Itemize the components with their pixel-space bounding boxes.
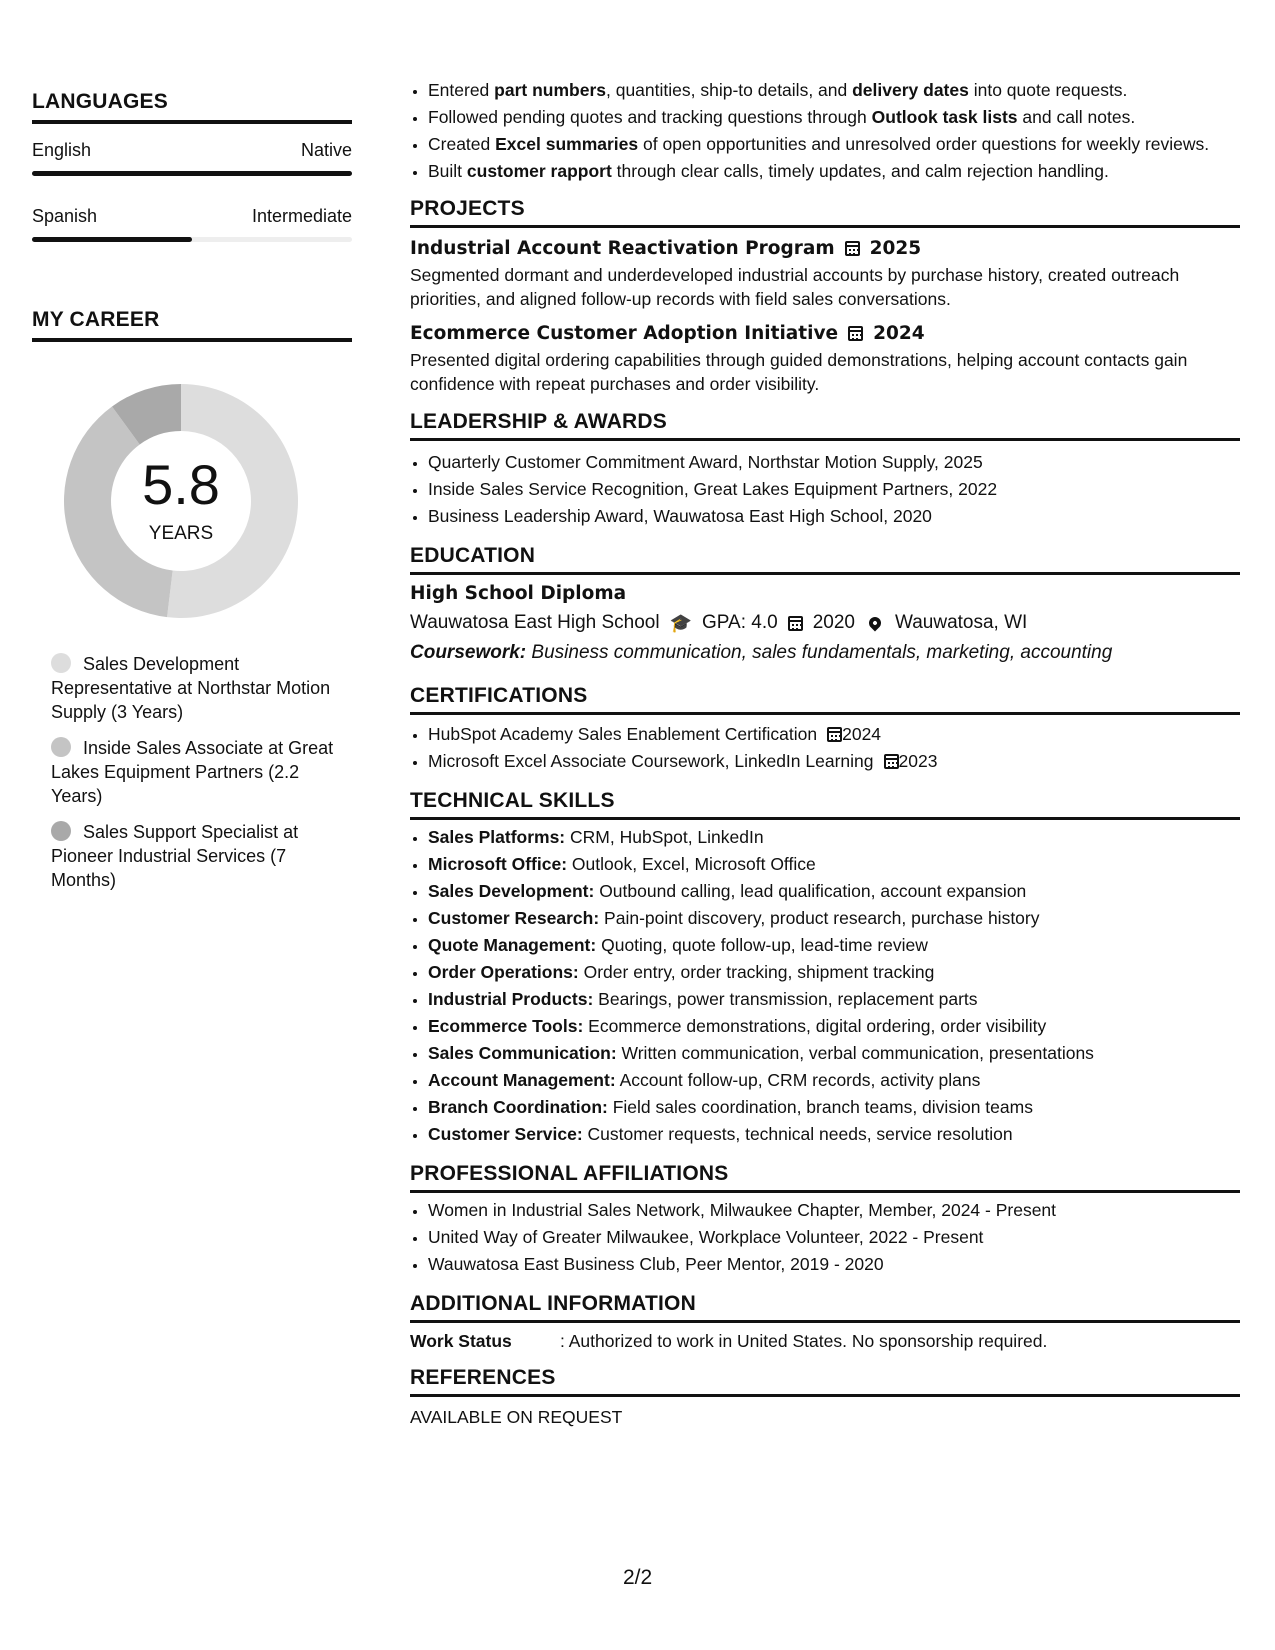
additional-heading: ADDITIONAL INFORMATION: [410, 1292, 1240, 1323]
awards-list: [410, 449, 1240, 530]
projects-list: [410, 238, 1240, 396]
right-column: [410, 78, 1240, 1428]
certifications-heading: CERTIFICATIONS: [410, 684, 1240, 715]
project-description: Presented digital ordering capabilities through guided demonstrations, helping account contacts gain confidence with repeat purchases and order visibility.: [410, 350, 1188, 394]
career-unit: YEARS: [148, 523, 214, 544]
skill-value: Quoting, quote follow-up, lead-time review: [601, 935, 928, 955]
project-item: [410, 323, 1240, 396]
bullet-text: Created: [428, 134, 496, 154]
legend-label: Inside Sales Associate at Great Lakes Equipment Partners (2.2 Years): [51, 738, 334, 806]
skill-label: Quote Management:: [428, 935, 597, 955]
career-legend-item: [51, 736, 341, 808]
bullet-text: through clear calls, timely updates, and calm rejection handling.: [611, 161, 1109, 181]
award-item: • Inside Sales Service Recognition, Great Lakes Equipment Partners, 2022: [428, 476, 1240, 503]
skill-item: [428, 1067, 1240, 1094]
certification-year: 2023: [898, 751, 938, 771]
work-status-row: [410, 1331, 1240, 1352]
affiliations-list: [410, 1197, 1240, 1278]
skill-label: Branch Coordination:: [428, 1097, 608, 1117]
calendar-icon: [845, 241, 860, 256]
skill-label: Sales Development:: [428, 881, 595, 901]
skill-value: Field sales coordination, branch teams, division teams: [612, 1097, 1033, 1117]
language-item: [32, 140, 352, 176]
project-title-row: [410, 238, 1240, 259]
skill-item: [428, 878, 1240, 905]
legend-dot-icon: [51, 737, 71, 757]
skill-value: Customer requests, technical needs, service resolution: [587, 1124, 1013, 1144]
skill-value: Outbound calling, lead qualification, account expansion: [599, 881, 1027, 901]
references-text: AVAILABLE ON REQUEST: [410, 1407, 623, 1427]
skill-label: Microsoft Office:: [428, 854, 568, 874]
project-name: Industrial Account Reactivation Program: [410, 238, 835, 259]
donut-center: [56, 376, 306, 626]
skill-label: Industrial Products:: [428, 989, 594, 1009]
affiliation-item: • Women in Industrial Sales Network, Milwaukee Chapter, Member, 2024 - Present: [428, 1197, 1240, 1224]
language-level: Native: [300, 140, 352, 160]
skill-value: Order entry, order tracking, shipment tracking: [583, 962, 935, 982]
skill-item: [428, 1121, 1240, 1148]
language-bar: [32, 171, 352, 176]
skill-item: [428, 1094, 1240, 1121]
languages-list: [32, 140, 352, 242]
experience-bullet: [428, 78, 1240, 102]
projects-heading: PROJECTS: [410, 197, 1240, 228]
calendar-icon: [827, 727, 842, 742]
education-location: Wauwatosa, WI: [894, 612, 1028, 633]
career-legend: [32, 652, 341, 892]
legend-label: Sales Support Specialist at Pioneer Industrial Services (7 Months): [51, 822, 299, 890]
skill-item: [428, 1040, 1240, 1067]
language-item: [32, 206, 352, 242]
certification-date: [827, 724, 881, 744]
certification-name: Microsoft Excel Associate Coursework, LinkedIn Learning: [428, 751, 874, 771]
awards-heading: LEADERSHIP & AWARDS: [410, 410, 1240, 441]
skill-item: [428, 959, 1240, 986]
skill-label: Ecommerce Tools:: [428, 1016, 584, 1036]
affiliation-item: • Wauwatosa East Business Club, Peer Mentor, 2019 - 2020: [428, 1251, 1240, 1278]
work-status-label: Work Status: [410, 1331, 512, 1351]
skill-value: CRM, HubSpot, LinkedIn: [570, 827, 764, 847]
location-pin-icon: [866, 615, 883, 632]
career-legend-item: [51, 652, 341, 724]
project-item: [410, 238, 1240, 311]
certification-name: HubSpot Academy Sales Enablement Certification: [428, 724, 818, 744]
legend-dot-icon: [51, 821, 71, 841]
skill-label: Sales Communication:: [428, 1043, 617, 1063]
experience-bullets: [410, 78, 1240, 183]
skill-value: Written communication, verbal communication, presentations: [621, 1043, 1094, 1063]
language-name: English: [32, 140, 92, 160]
project-year: 2024: [873, 323, 925, 344]
project-description: Segmented dormant and underdeveloped industrial accounts by purchase history, created outreach priorities, and aligned follow-up records with field sales conversations.: [410, 265, 1180, 309]
skill-label: Sales Platforms:: [428, 827, 566, 847]
page-number: 2/2: [623, 1566, 653, 1589]
education-heading: EDUCATION: [410, 544, 1240, 575]
education-coursework: [410, 642, 1240, 664]
skill-label: Order Operations:: [428, 962, 579, 982]
career-section: [32, 308, 352, 892]
project-name: Ecommerce Customer Adoption Initiative: [410, 323, 839, 344]
language-bar: [32, 237, 352, 242]
bullet-keyword: delivery dates: [852, 80, 969, 100]
career-legend-item: [51, 820, 341, 892]
experience-bullet: [428, 105, 1240, 129]
career-heading: MY CAREER: [32, 308, 352, 342]
skill-value: Outlook, Excel, Microsoft Office: [571, 854, 816, 874]
language-bar-fill: [32, 171, 352, 176]
project-year: 2025: [869, 238, 922, 259]
education-gpa: GPA: 4.0: [702, 612, 778, 633]
skill-value: Account follow-up, CRM records, activity plans: [619, 1070, 981, 1090]
left-column: [32, 90, 352, 904]
education-details: [410, 612, 1240, 634]
skill-item: [428, 986, 1240, 1013]
education-school: Wauwatosa East High School: [410, 612, 660, 633]
award-item: • Business Leadership Award, Wauwatosa East High School, 2020: [428, 503, 1240, 530]
bullet-keyword: customer rapport: [466, 161, 612, 181]
languages-heading: LANGUAGES: [32, 90, 352, 124]
affiliation-item: • United Way of Greater Milwaukee, Workplace Volunteer, 2022 - Present: [428, 1224, 1240, 1251]
skill-value: Pain-point discovery, product research, purchase history: [604, 908, 1040, 928]
education-year: 2020: [812, 612, 855, 633]
career-total-years: 5.8: [142, 453, 220, 516]
education-degree: High School Diploma: [410, 583, 627, 604]
bullet-text: of open opportunities and unresolved order questions for weekly reviews.: [638, 134, 1210, 154]
experience-bullet: [428, 132, 1240, 156]
language-name: Spanish: [32, 206, 98, 226]
bullet-keyword: Outlook task lists: [871, 107, 1018, 127]
skill-value: Ecommerce demonstrations, digital ordering, order visibility: [588, 1016, 1047, 1036]
certification-item: [428, 748, 1240, 775]
graduation-cap-icon: 🎓: [669, 612, 693, 633]
references-heading: REFERENCES: [410, 1366, 1240, 1397]
skills-list: [410, 824, 1240, 1148]
certification-year: 2024: [842, 724, 882, 744]
calendar-icon: [848, 326, 863, 341]
experience-bullet: [428, 159, 1240, 183]
certification-date: [884, 751, 938, 771]
calendar-icon: [884, 754, 899, 769]
project-title-row: [410, 323, 1240, 344]
skill-label: Customer Research:: [428, 908, 600, 928]
skill-item: [428, 1013, 1240, 1040]
skill-item: [428, 851, 1240, 878]
skill-value: Bearings, power transmission, replacement parts: [598, 989, 978, 1009]
bullet-text: , quantities, ship-to details, and: [605, 80, 853, 100]
bullet-keyword: part numbers: [494, 80, 606, 100]
bullet-text: Built: [428, 161, 467, 181]
career-donut-chart: [56, 376, 306, 626]
skills-heading: TECHNICAL SKILLS: [410, 789, 1240, 820]
language-level: Intermediate: [251, 206, 352, 226]
coursework-value: Business communication, sales fundamentals, marketing, accounting: [531, 642, 1113, 663]
calendar-icon: [788, 616, 803, 631]
skill-item: [428, 824, 1240, 851]
bullet-text: Followed pending quotes and tracking questions through: [428, 107, 872, 127]
legend-label: Sales Development Representative at Northstar Motion Supply (3 Years): [51, 654, 331, 722]
skill-label: Account Management:: [428, 1070, 616, 1090]
certification-item: [428, 721, 1240, 748]
skill-item: [428, 905, 1240, 932]
language-row: [32, 206, 352, 227]
affiliations-heading: PROFESSIONAL AFFILIATIONS: [410, 1162, 1240, 1193]
skill-item: [428, 932, 1240, 959]
skill-label: Customer Service:: [428, 1124, 583, 1144]
bullet-keyword: Excel summaries: [495, 134, 639, 154]
bullet-text: Entered: [428, 80, 495, 100]
award-item: • Quarterly Customer Commitment Award, Northstar Motion Supply, 2025: [428, 449, 1240, 476]
language-row: [32, 140, 352, 161]
legend-dot-icon: [51, 653, 71, 673]
bullet-text: into quote requests.: [968, 80, 1128, 100]
language-bar-fill: [32, 237, 192, 242]
certifications-list: [410, 721, 1240, 775]
bullet-text: and call notes.: [1017, 107, 1136, 127]
work-status-value: : Authorized to work in United States. No sponsorship required.: [560, 1331, 1048, 1351]
coursework-label: Coursework:: [410, 642, 527, 663]
